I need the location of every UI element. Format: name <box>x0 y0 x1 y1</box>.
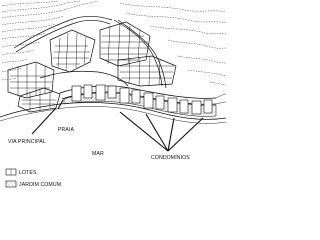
label-mar: MAR <box>92 151 104 157</box>
legend-label-jardim-comum: JARDIM COMUM <box>19 182 62 188</box>
label-condominios: CONDOMÍNIOS <box>151 155 190 161</box>
contour-lines <box>2 1 226 85</box>
label-praia: PRAIA <box>58 127 75 133</box>
legend <box>6 169 61 188</box>
legend-label-lotes: LOTES <box>19 170 37 176</box>
label-via-principal: VIA PRINCIPAL <box>8 139 46 145</box>
legend-swatch-jardim-comum <box>6 181 16 187</box>
